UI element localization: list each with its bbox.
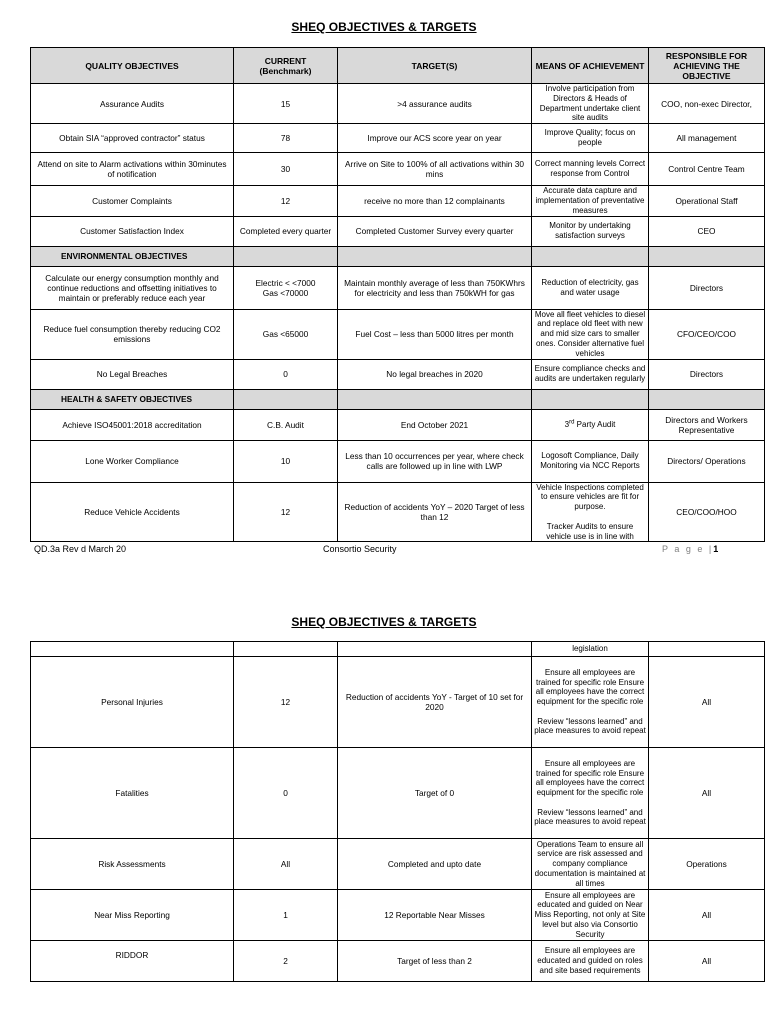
responsible-cell: CEO/COO/HOO (649, 482, 765, 542)
means-cell: Move all fleet vehicles to diesel and replace old fleet with new and mid size cars to smaller ones. Consider alternative fuel vehicles (532, 309, 649, 359)
responsible-cell: All (649, 748, 765, 839)
current-cell: Completed every quarter (234, 216, 338, 246)
current-cell: 10 (234, 440, 338, 482)
table-row (31, 482, 765, 542)
table-row (31, 124, 765, 153)
responsible-cell: CEO (649, 216, 765, 246)
objective-cell: Calculate our energy consumption monthly and continue reductions and offsetting initiatives to maintain or preferably reduce each year (31, 266, 234, 309)
footer-page-number: P a g e |1 (662, 544, 719, 554)
objective-cell: No Legal Breaches (31, 359, 234, 389)
responsible-cell: All management (649, 124, 765, 153)
table-row (31, 748, 765, 839)
responsible-cell: Operational Staff (649, 186, 765, 216)
table-row (31, 839, 765, 890)
target-cell: No legal breaches in 2020 (338, 359, 532, 389)
target-cell: Reduction of accidents YoY – 2020 Target of less than 12 (338, 482, 532, 542)
means-cell: Vehicle Inspections completed to ensure vehicles are fit for purpose. Tracker Audits to ensure vehicle use is in line with (532, 482, 649, 542)
responsible-cell: All (649, 941, 765, 982)
responsible-cell: All (649, 890, 765, 941)
responsible-cell: Directors and Workers Representative (649, 409, 765, 440)
section-header-row (31, 389, 765, 409)
responsible-cell: Control Centre Team (649, 153, 765, 186)
table-row (31, 642, 765, 657)
means-cell: Involve participation from Directors & Heads of Department undertake client site audits (532, 84, 649, 124)
header-objective: QUALITY OBJECTIVES (31, 48, 234, 84)
objective-cell: Reduce fuel consumption thereby reducing CO2 emissions (31, 309, 234, 359)
means-cell: Monitor by undertaking satisfaction surveys (532, 216, 649, 246)
objective-cell: Achieve ISO45001:2018 accreditation (31, 409, 234, 440)
current-cell: 78 (234, 124, 338, 153)
table-row (31, 890, 765, 941)
footer-doc-ref: QD.3a Rev d March 20 (34, 544, 127, 554)
current-cell: C.B. Audit (234, 409, 338, 440)
means-cell: Logosoft Compliance, Daily Monitoring via NCC Reports (532, 440, 649, 482)
objective-cell: Lone Worker Compliance (31, 440, 234, 482)
current-cell: 15 (234, 84, 338, 124)
header-means: MEANS OF ACHIEVEMENT (532, 48, 649, 84)
objective-cell: Obtain SIA “approved contractor” status (31, 124, 234, 153)
current-cell: 0 (234, 748, 338, 839)
section-header-environmental: ENVIRONMENTAL OBJECTIVES (31, 246, 234, 266)
table-header-row (31, 48, 765, 84)
objective-cell: Reduce Vehicle Accidents (31, 482, 234, 542)
objective-cell: Fatalities (31, 748, 234, 839)
table-row (31, 84, 765, 124)
means-cell: Accurate data capture and implementation of preventative measures (532, 186, 649, 216)
target-cell: Arrive on Site to 100% of all activations within 30 mins (338, 153, 532, 186)
objective-cell: RIDDOR (31, 941, 234, 982)
current-cell: Gas <65000 (234, 309, 338, 359)
target-cell: Target of less than 2 (338, 941, 532, 982)
target-cell: Target of 0 (338, 748, 532, 839)
header-targets: TARGET(S) (338, 48, 532, 84)
means-cell: Ensure all employees are educated and guided on roles and site based requirements (532, 941, 649, 982)
responsible-cell: Directors/ Operations (649, 440, 765, 482)
table-row (31, 153, 765, 186)
table-row (31, 941, 765, 982)
objective-cell: Personal Injuries (31, 657, 234, 748)
means-cell: Ensure compliance checks and audits are undertaken regularly (532, 359, 649, 389)
section-header-row (31, 246, 765, 266)
page-title: SHEQ OBJECTIVES & TARGETS (291, 20, 477, 34)
means-cell: Ensure all employees are educated and guided on Near Miss Reporting, not only at Site level but also via Consortio Security (532, 890, 649, 941)
responsible-cell: CFO/CEO/COO (649, 309, 765, 359)
table-row (31, 186, 765, 216)
means-cell: 3rd Party Audit (532, 409, 649, 440)
table-row (31, 309, 765, 359)
means-cell: Correct manning levels Correct response from Control (532, 153, 649, 186)
current-cell: 12 (234, 482, 338, 542)
target-cell: Fuel Cost – less than 5000 litres per month (338, 309, 532, 359)
table-row (31, 216, 765, 246)
means-cell: Ensure all employees are trained for specific role Ensure all employees have the correct equipment for the specific role Review “lessons learned” and place measures to avoid repeat (532, 657, 649, 748)
section-header-health-safety: HEALTH & SAFETY OBJECTIVES (31, 389, 234, 409)
responsible-cell: COO, non-exec Director, (649, 84, 765, 124)
page-title-continued: SHEQ OBJECTIVES & TARGETS (291, 615, 477, 629)
objective-cell: Risk Assessments (31, 839, 234, 890)
means-cell: Operations Team to ensure all service are risk assessed and company compliance documentation is maintained at all times (532, 839, 649, 890)
table-row (31, 657, 765, 748)
current-cell: 12 (234, 657, 338, 748)
responsible-cell: Directors (649, 266, 765, 309)
target-cell: Maintain monthly average of less than 750KWhrs for electricity and less than 750kWH for gas (338, 266, 532, 309)
table-row (31, 409, 765, 440)
responsible-cell: Directors (649, 359, 765, 389)
current-cell: Electric < <7000 Gas <70000 (234, 266, 338, 309)
header-responsible: RESPONSIBLE FOR ACHIEVING THE OBJECTIVE (649, 48, 765, 84)
objective-cell: Customer Complaints (31, 186, 234, 216)
current-cell: 2 (234, 941, 338, 982)
target-cell: 12 Reportable Near Misses (338, 890, 532, 941)
target-cell: Completed Customer Survey every quarter (338, 216, 532, 246)
objective-cell: Near Miss Reporting (31, 890, 234, 941)
target-cell: Less than 10 occurrences per year, where check calls are followed up in line with LWP (338, 440, 532, 482)
objectives-table-continued (30, 641, 765, 982)
objective-cell: Attend on site to Alarm activations within 30minutes of notification (31, 153, 234, 186)
responsible-cell: All (649, 657, 765, 748)
target-cell: Reduction of accidents YoY - Target of 10 set for 2020 (338, 657, 532, 748)
objectives-table (30, 47, 765, 542)
current-cell: 0 (234, 359, 338, 389)
table-row (31, 359, 765, 389)
means-cell: Improve Quality; focus on people (532, 124, 649, 153)
footer-company: Consortio Security (323, 544, 397, 554)
target-cell: End October 2021 (338, 409, 532, 440)
means-cell: Ensure all employees are trained for specific role Ensure all employees have the correct equipment for the specific role Review “lessons learned” and place measures to avoid repeat (532, 748, 649, 839)
means-cell-continued: legislation (532, 642, 649, 657)
table-row (31, 266, 765, 309)
objective-cell: Assurance Audits (31, 84, 234, 124)
means-cell: Reduction of electricity, gas and water usage (532, 266, 649, 309)
table-row (31, 440, 765, 482)
current-cell: All (234, 839, 338, 890)
header-current: CURRENT (Benchmark) (234, 48, 338, 84)
target-cell: >4 assurance audits (338, 84, 532, 124)
target-cell: Improve our ACS score year on year (338, 124, 532, 153)
current-cell: 12 (234, 186, 338, 216)
target-cell: Completed and upto date (338, 839, 532, 890)
objective-cell: Customer Satisfaction Index (31, 216, 234, 246)
current-cell: 1 (234, 890, 338, 941)
responsible-cell: Operations (649, 839, 765, 890)
current-cell: 30 (234, 153, 338, 186)
target-cell: receive no more than 12 complainants (338, 186, 532, 216)
